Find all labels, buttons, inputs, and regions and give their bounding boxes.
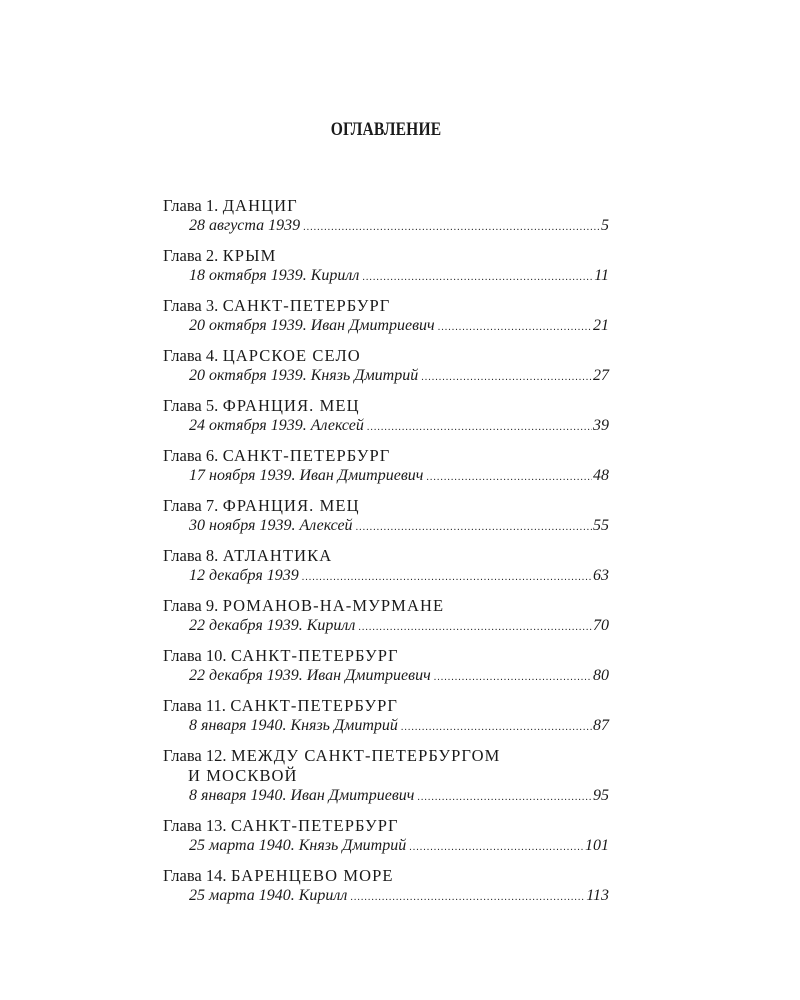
chapter-subtitle-line (163, 316, 609, 338)
toc-entry (163, 346, 609, 388)
chapter-number: Глава 6. (163, 446, 219, 465)
chapter-subtitle: 28 августа 1939 (189, 217, 301, 234)
chapter-heading (163, 196, 609, 216)
dot-leader (401, 718, 592, 738)
chapter-subtitle: 24 октября 1939. Алексей (189, 417, 364, 434)
chapter-subtitle-line (163, 516, 609, 538)
page-number: 55 (593, 517, 609, 534)
chapter-number: Глава 1. (163, 196, 219, 215)
chapter-subtitle-line (163, 466, 609, 488)
chapter-subtitle-line (163, 266, 609, 288)
chapter-title: САНКТ-ПЕТЕРБУРГ (230, 646, 399, 665)
dot-leader (302, 568, 592, 588)
toc-entry (163, 646, 609, 688)
dot-leader (350, 888, 585, 908)
chapter-subtitle: 20 октября 1939. Князь Дмитрий (189, 367, 419, 384)
chapter-heading (163, 646, 609, 666)
page-number: 113 (586, 887, 609, 904)
toc-entry (163, 296, 609, 338)
page-number: 87 (593, 717, 609, 734)
toc-entry (163, 866, 609, 908)
chapter-number: Глава 2. (163, 246, 219, 265)
chapter-heading (163, 696, 609, 716)
chapter-heading (163, 596, 609, 616)
chapter-number: Глава 11. (163, 696, 226, 715)
dot-leader (356, 518, 592, 538)
chapter-title: КРЫМ (222, 246, 277, 265)
chapter-subtitle: 25 марта 1940. Князь Дмитрий (189, 837, 407, 854)
toc-list (163, 196, 609, 908)
page-number: 101 (585, 837, 609, 854)
chapter-number: Глава 13. (163, 816, 227, 835)
chapter-subtitle-line (163, 366, 609, 388)
page-number: 11 (594, 267, 609, 284)
page-number: 70 (593, 617, 609, 634)
chapter-subtitle: 8 января 1940. Князь Дмитрий (189, 717, 398, 734)
chapter-heading (163, 296, 609, 316)
dot-leader (421, 368, 592, 388)
chapter-heading (163, 246, 609, 266)
dot-leader (358, 618, 592, 638)
chapter-title: ФРАНЦИЯ. МЕЦ (222, 496, 360, 515)
chapter-title: САНКТ-ПЕТЕРБУРГ (230, 696, 399, 715)
chapter-subtitle-line (163, 666, 609, 688)
page-number: 5 (601, 217, 609, 234)
chapter-number: Глава 12. (163, 746, 227, 765)
chapter-subtitle-line (163, 566, 609, 588)
chapter-heading (163, 816, 609, 836)
chapter-heading (163, 746, 609, 786)
chapter-heading (163, 346, 609, 366)
dot-leader (426, 468, 592, 488)
chapter-title: АТЛАНТИКА (222, 546, 333, 565)
page-number: 21 (593, 317, 609, 334)
toc-entry (163, 396, 609, 438)
chapter-subtitle: 12 декабря 1939 (189, 567, 299, 584)
chapter-heading (163, 496, 609, 516)
toc-entry (163, 746, 609, 808)
chapter-subtitle: 25 марта 1940. Кирилл (189, 887, 348, 904)
chapter-subtitle: 8 января 1940. Иван Дмитриевич (189, 787, 415, 804)
chapter-title: САНКТ-ПЕТЕРБУРГ (222, 446, 391, 465)
dot-leader (303, 218, 600, 238)
chapter-number: Глава 14. (163, 866, 227, 885)
chapter-title: САНКТ-ПЕТЕРБУРГ (222, 296, 391, 315)
chapter-title: РОМАНОВ-НА-МУРМАНЕ (222, 596, 445, 615)
chapter-subtitle: 20 октября 1939. Иван Дмитриевич (189, 317, 435, 334)
dot-leader (417, 788, 592, 808)
chapter-number: Глава 5. (163, 396, 219, 415)
chapter-number: Глава 10. (163, 646, 227, 665)
chapter-title: САНКТ-ПЕТЕРБУРГ (230, 816, 399, 835)
toc-page (163, 118, 609, 916)
toc-entry (163, 196, 609, 238)
chapter-number: Глава 9. (163, 596, 219, 615)
chapter-title-continued: И МОСКВОЙ (188, 766, 298, 785)
toc-entry (163, 596, 609, 638)
chapter-subtitle: 22 декабря 1939. Кирилл (189, 617, 356, 634)
toc-entry (163, 446, 609, 488)
chapter-subtitle: 22 декабря 1939. Иван Дмитриевич (189, 667, 431, 684)
page-number: 63 (593, 567, 609, 584)
chapter-subtitle-line (163, 716, 609, 738)
chapter-title: ДАНЦИГ (222, 196, 298, 215)
chapter-heading (163, 446, 609, 466)
page-number: 80 (593, 667, 609, 684)
chapter-subtitle-line (163, 416, 609, 438)
chapter-heading (163, 396, 609, 416)
chapter-subtitle-line (163, 886, 609, 908)
chapter-title: ФРАНЦИЯ. МЕЦ (222, 396, 360, 415)
chapter-number: Глава 8. (163, 546, 219, 565)
chapter-heading (163, 866, 609, 886)
chapter-subtitle: 18 октября 1939. Кирилл (189, 267, 360, 284)
chapter-title: МЕЖДУ САНКТ-ПЕТЕРБУРГОМ (230, 746, 501, 765)
dot-leader (434, 668, 592, 688)
toc-entry (163, 246, 609, 288)
toc-entry (163, 816, 609, 858)
page-number: 48 (593, 467, 609, 484)
chapter-title: ЦАРСКОЕ СЕЛО (222, 346, 361, 365)
chapter-subtitle: 17 ноября 1939. Иван Дмитриевич (189, 467, 424, 484)
page-number: 27 (593, 367, 609, 384)
toc-entry (163, 496, 609, 538)
dot-leader (367, 418, 592, 438)
chapter-number: Глава 4. (163, 346, 219, 365)
toc-entry (163, 696, 609, 738)
chapter-subtitle-line (163, 616, 609, 638)
chapter-heading (163, 546, 609, 566)
chapter-number: Глава 3. (163, 296, 219, 315)
dot-leader (438, 318, 592, 338)
dot-leader (362, 268, 593, 288)
chapter-subtitle-line (163, 786, 609, 808)
page-number: 39 (593, 417, 609, 434)
dot-leader (409, 838, 584, 858)
chapter-subtitle: 30 ноября 1939. Алексей (189, 517, 353, 534)
chapter-subtitle-line (163, 216, 609, 238)
chapter-number: Глава 7. (163, 496, 219, 515)
chapter-subtitle-line (163, 836, 609, 858)
page-number: 95 (593, 787, 609, 804)
toc-title: ОГЛАВЛЕНИЕ (330, 119, 442, 140)
chapter-title: БАРЕНЦЕВО МОРЕ (230, 866, 394, 885)
toc-entry (163, 546, 609, 588)
